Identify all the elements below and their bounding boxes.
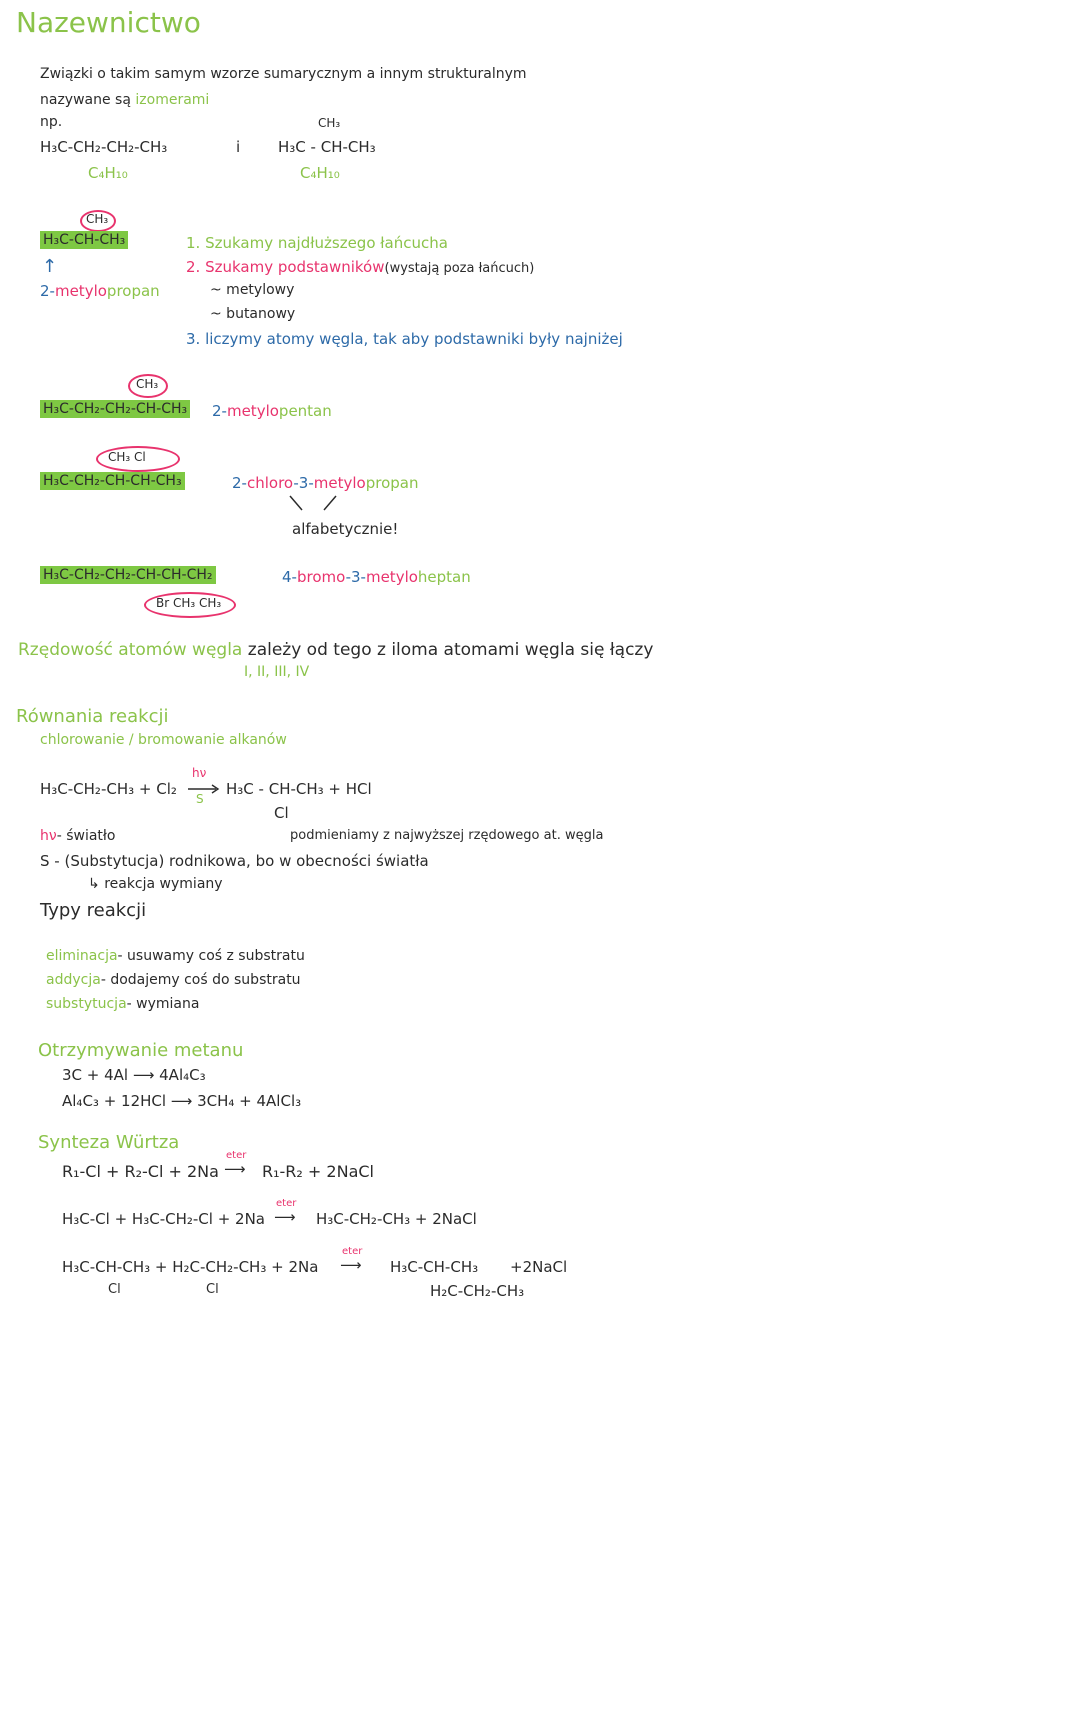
substituent-name: metylo xyxy=(226,402,279,420)
chlorination-right: H₃C - CH-CH₃ + HCl xyxy=(226,780,372,798)
substitution-note: podmieniamy z najwyższej rzędowego at. węgla xyxy=(290,828,604,843)
wurtz-eq-3-left: H₃C-CH-CH₃ + H₂C-CH₂-CH₃ + 2Na xyxy=(62,1258,319,1276)
methane-eq-2: Al₄C₃ + 12HCl ⟶ 3CH₄ + 4AlCl₃ xyxy=(62,1092,302,1110)
substitution-sub-text: reakcja wymiany xyxy=(104,876,223,892)
substitution-line: S - (Substytucja) rodnikowa, bo w obecności światła xyxy=(40,852,429,870)
hv-definition xyxy=(40,828,115,844)
reaction-type-1 xyxy=(46,948,305,964)
step-2-a: ~ metylowy xyxy=(210,282,295,298)
wurtz-eq-3-cl-2: Cl xyxy=(206,1282,219,1297)
carbon-order-term: Rzędowość atomów węgla xyxy=(18,640,243,660)
parent-chain-name: propan xyxy=(106,282,160,300)
intro-line-2-prefix: nazywane są xyxy=(40,92,131,108)
substituent-name-2: metylo xyxy=(365,568,418,586)
alphabet-arrows-icon xyxy=(286,494,346,514)
wurtz-eq-3-right: H₃C-CH-CH₃ xyxy=(390,1258,479,1276)
wurtz-arrow-label-3: eter xyxy=(342,1246,363,1257)
parent-chain-name: heptan xyxy=(417,568,471,586)
reaction-type-2 xyxy=(46,972,301,988)
sum-formula-b: C₄H₁₀ xyxy=(300,164,340,182)
methane-eq-1: 3C + 4Al ⟶ 4Al₄C₃ xyxy=(62,1066,206,1084)
reaction-type-name: eliminacja xyxy=(46,948,118,964)
locant-2: 3- xyxy=(351,568,366,586)
locant: 4- xyxy=(282,568,297,586)
carbon-order-levels: I, II, III, IV xyxy=(244,664,310,680)
locant: 2- xyxy=(232,474,247,492)
chlorination-left: H₃C-CH₂-CH₃ + Cl₂ xyxy=(40,780,177,798)
step-2-note: (wystają poza łańcuch) xyxy=(384,261,535,276)
reaction-type-name: addycja xyxy=(46,972,101,988)
example-3-name: 4-bromo-3-metyloheptan xyxy=(282,568,471,586)
wurtz-eq-3-tail: +2NaCl xyxy=(510,1258,568,1276)
arrow-up: ↑ xyxy=(42,256,58,277)
step-2 xyxy=(186,258,534,276)
example-1-top: CH₃ xyxy=(136,377,159,391)
wurtz-arrow-label-2: eter xyxy=(276,1198,297,1209)
reaction-arrow-icon xyxy=(188,784,222,794)
isobutane-top: CH₃ xyxy=(318,116,341,130)
step-1: 1. Szukamy najdłuższego łańcucha xyxy=(186,234,448,252)
locant-2: 3- xyxy=(298,474,314,492)
and-word: i xyxy=(236,138,241,156)
reaction-type-name: substytucja xyxy=(46,996,127,1012)
reaction-types-heading: Typy reakcji xyxy=(40,900,147,921)
example-1-name xyxy=(212,402,332,420)
methane-heading: Otrzymywanie metanu xyxy=(38,1040,244,1061)
wurtz-eq-2-left: H₃C-Cl + H₃C-CH₂-Cl + 2Na xyxy=(62,1210,265,1228)
hv-term: hν xyxy=(40,828,57,844)
rule-example-chain: H₃C-CH-CH₃ xyxy=(40,231,128,249)
np-label: np. xyxy=(40,114,63,130)
substitution-sub: ↳ reakcja wymiany xyxy=(88,876,223,892)
example-3-bottom: Br CH₃ CH₃ xyxy=(156,596,222,610)
reactions-subheading: chlorowanie / bromowanie alkanów xyxy=(40,732,287,748)
step-2-b: ~ butanowy xyxy=(210,306,296,322)
example-2-name: 2-chloro-3-metylopropan xyxy=(232,474,419,492)
wurtz-eq-3-cl-1: Cl xyxy=(108,1282,121,1297)
arrow-s-label: S xyxy=(196,792,204,806)
wurtz-eq-2-right: H₃C-CH₂-CH₃ + 2NaCl xyxy=(316,1210,477,1228)
example-2-top: CH₃ Cl xyxy=(108,450,146,464)
hv-desc: - światło xyxy=(56,828,116,844)
page-title: Nazewnictwo xyxy=(16,6,201,39)
wurtz-eq-1-right: R₁-R₂ + 2NaCl xyxy=(262,1162,374,1181)
parent-chain-name: pentan xyxy=(278,402,332,420)
reaction-type-desc: - wymiana xyxy=(126,996,200,1012)
alphabet-note: alfabetycznie! xyxy=(292,520,399,538)
formula-isobutane: H₃C - CH-CH₃ xyxy=(278,138,376,156)
locant: 2- xyxy=(212,402,227,420)
wurtz-arrow-label-1: eter xyxy=(226,1150,247,1161)
intro-line-1: Związki o takim samym wzorze sumarycznym a innym strukturalnym xyxy=(40,66,527,82)
example-2-chain: H₃C-CH₂-CH-CH-CH₃ xyxy=(40,472,185,490)
parent-chain-name: propan xyxy=(365,474,419,492)
rule-example-top: CH₃ xyxy=(86,212,109,226)
intro-line-2 xyxy=(40,92,209,108)
rule-example-name xyxy=(40,282,160,300)
wurtz-arrow-3: ⟶ xyxy=(340,1256,362,1274)
step-2-text: 2. Szukamy podstawników xyxy=(186,258,385,276)
wurtz-arrow-2: ⟶ xyxy=(274,1208,296,1226)
substituent-name-2: metylo xyxy=(313,474,366,492)
formula-butane: H₃C-CH₂-CH₂-CH₃ xyxy=(40,138,168,156)
wurtz-eq-3-right-sub: H₂C-CH₂-CH₃ xyxy=(430,1282,525,1300)
carbon-order-desc: zależy od tego z iloma atomami węgla się łączy xyxy=(247,640,654,660)
reaction-type-3 xyxy=(46,996,199,1012)
substituent-name: metylo xyxy=(54,282,107,300)
example-1-chain: H₃C-CH₂-CH₂-CH-CH₃ xyxy=(40,400,190,418)
substituent-name: chloro xyxy=(246,474,294,492)
carbon-order-line xyxy=(18,640,653,660)
wurtz-eq-1-left: R₁-Cl + R₂-Cl + 2Na xyxy=(62,1162,219,1181)
chlorination-cl: Cl xyxy=(274,804,289,822)
reaction-type-desc: - dodajemy coś do substratu xyxy=(100,972,301,988)
wurtz-arrow-1: ⟶ xyxy=(224,1160,246,1178)
step-3: 3. liczymy atomy węgla, tak aby podstawniki były najniżej xyxy=(186,330,623,348)
reactions-heading: Równania reakcji xyxy=(16,706,169,727)
wurtz-heading: Synteza Würtza xyxy=(38,1132,180,1153)
reaction-type-desc: - usuwamy coś z substratu xyxy=(117,948,305,964)
example-3-chain: H₃C-CH₂-CH₂-CH-CH-CH₂ xyxy=(40,566,216,584)
isomers-term: izomerami xyxy=(135,92,210,108)
locant: 2- xyxy=(40,282,55,300)
arrow-hv-label: hν xyxy=(192,766,207,780)
sum-formula-a: C₄H₁₀ xyxy=(88,164,128,182)
substituent-name: bromo xyxy=(296,568,346,586)
